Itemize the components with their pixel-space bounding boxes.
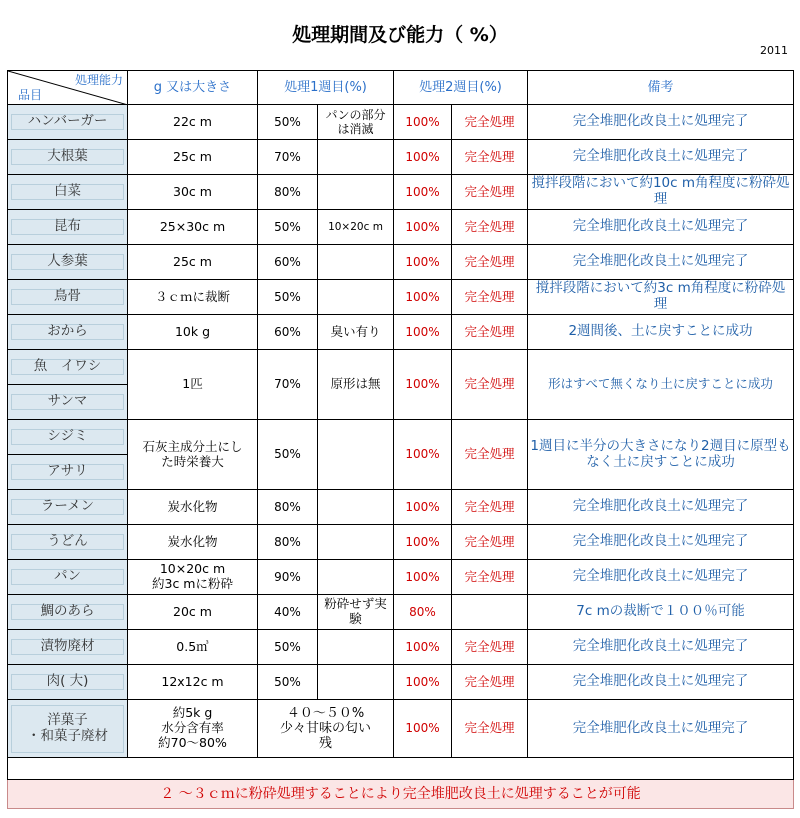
size-cell: 10k g — [128, 315, 258, 350]
table-row — [8, 700, 794, 758]
item-cell: 大根葉 — [11, 149, 124, 165]
week2-value: 100% — [394, 280, 452, 315]
notes-cell: 完全堆肥化改良土に処理完了 — [528, 140, 794, 175]
week1-value: 60% — [258, 245, 318, 280]
table-row — [8, 210, 794, 245]
header-notes: 備考 — [528, 71, 794, 105]
week2-note: 完全処理 — [452, 245, 528, 280]
size-line: 水分含有率 — [161, 720, 224, 736]
table-row — [8, 630, 794, 665]
header-week1: 処理1週目(%) — [258, 71, 394, 105]
week1-note — [318, 665, 394, 700]
week2-value: 100% — [394, 560, 452, 595]
notes-cell: 完全堆肥化改良土に処理完了 — [528, 525, 794, 560]
week2-note: 完全処理 — [452, 140, 528, 175]
size-cell: 30c m — [128, 175, 258, 210]
item-cell: 昆布 — [11, 219, 124, 235]
table-row — [8, 665, 794, 700]
header-capacity-label: 処理能力 — [74, 73, 123, 87]
week2-note: 完全処理 — [452, 350, 528, 420]
size-cell: 22c m — [128, 105, 258, 140]
week2-note — [452, 595, 528, 630]
size-line: 10×20c m — [159, 561, 226, 577]
week1-value: 50% — [258, 210, 318, 245]
week2-value: 80% — [394, 595, 452, 630]
week1-value: 80% — [258, 175, 318, 210]
item-cell: 魚 イワシ — [11, 359, 124, 375]
week1-note — [318, 560, 394, 595]
size-cell: 25c m — [128, 245, 258, 280]
week1-value: 40% — [258, 595, 318, 630]
week2-note: 完全処理 — [452, 560, 528, 595]
week1-note — [318, 630, 394, 665]
week1-value: 50% — [258, 630, 318, 665]
notes-cell: 完全堆肥化改良土に処理完了 — [528, 245, 794, 280]
size-cell: 炭水化物 — [128, 490, 258, 525]
week2-value: 100% — [394, 490, 452, 525]
week2-note: 完全処理 — [452, 700, 528, 758]
week1-value: 50% — [258, 105, 318, 140]
item-cell — [11, 705, 124, 753]
week2-value: 100% — [394, 245, 452, 280]
size-cell: ３ｃｍに裁断 — [128, 280, 258, 315]
year-label: 2011 — [760, 44, 788, 57]
week2-value: 100% — [394, 350, 452, 420]
size-cell: 1匹 — [128, 350, 258, 420]
item-cell: 鳥骨 — [11, 289, 124, 305]
notes-cell: 完全堆肥化改良土に処理完了 — [528, 630, 794, 665]
size-cell: 炭水化物 — [128, 525, 258, 560]
size-cell: 0.5㎥ — [128, 630, 258, 665]
size-cell: 25×30c m — [128, 210, 258, 245]
size-cell: 20c m — [128, 595, 258, 630]
notes-cell: 撹拌段階において約3c m角程度に粉砕処理 — [528, 280, 794, 315]
week2-value: 100% — [394, 210, 452, 245]
table-row — [8, 280, 794, 315]
week1-note: 粉砕せず実験 — [318, 595, 394, 630]
week2-note: 完全処理 — [452, 315, 528, 350]
notes-cell: 完全堆肥化改良土に処理完了 — [528, 210, 794, 245]
week2-value: 100% — [394, 315, 452, 350]
week1-note — [318, 175, 394, 210]
size-line: 約70～80% — [158, 734, 227, 750]
week1-value: 50% — [258, 665, 318, 700]
table-row — [8, 490, 794, 525]
week1-note — [318, 490, 394, 525]
item-cell: 漬物廃材 — [11, 639, 124, 655]
week2-note: 完全処理 — [452, 280, 528, 315]
notes-cell: 完全堆肥化改良土に処理完了 — [528, 665, 794, 700]
week2-value: 100% — [394, 525, 452, 560]
week1-note: 原形は無 — [318, 350, 394, 420]
footer-note: ２ ～３ｃｍに粉砕処理することにより完全堆肥改良土に処理することが可能 — [8, 780, 794, 809]
notes-cell: 完全堆肥化改良土に処理完了 — [528, 700, 794, 758]
week1-value: 90% — [258, 560, 318, 595]
week2-value: 100% — [394, 175, 452, 210]
week1-note — [318, 525, 394, 560]
item-cell: パン — [11, 569, 124, 585]
notes-cell: 2週間後、土に戻すことに成功 — [528, 315, 794, 350]
table-row — [8, 595, 794, 630]
table-row — [8, 525, 794, 560]
table-row — [8, 420, 794, 455]
week1-note: ４０～５０%少々甘味の匂い残 — [258, 700, 394, 758]
item-cell: アサリ — [11, 464, 124, 480]
table-row — [8, 315, 794, 350]
header-item-label: 品目 — [18, 87, 43, 102]
size-cell — [128, 560, 258, 595]
week1-note — [318, 245, 394, 280]
notes-cell: 完全堆肥化改良土に処理完了 — [528, 490, 794, 525]
blank-row — [8, 758, 794, 780]
item-line: 洋菓子 — [47, 711, 88, 728]
item-cell: ラーメン — [11, 499, 124, 515]
week1-note — [318, 420, 394, 490]
size-line: 約5k g — [172, 705, 213, 721]
week2-note: 完全処理 — [452, 525, 528, 560]
table-row — [8, 105, 794, 140]
week1-value: 60% — [258, 315, 318, 350]
week2-value: 100% — [394, 105, 452, 140]
item-cell: 肉( 大) — [11, 674, 124, 690]
size-cell — [128, 700, 258, 758]
week1-note — [318, 280, 394, 315]
week1-note: 10×20c m — [318, 210, 394, 245]
item-line: ・和菓子廃材 — [27, 727, 108, 744]
size-cell: 石灰主成分土にした時栄養大 — [128, 420, 258, 490]
week1-note: パンの部分は消滅 — [318, 105, 394, 140]
week2-note: 完全処理 — [452, 665, 528, 700]
week1-note — [318, 140, 394, 175]
week2-value: 100% — [394, 420, 452, 490]
item-cell: 人参葉 — [11, 254, 124, 270]
item-cell: うどん — [11, 534, 124, 550]
table-row — [8, 245, 794, 280]
week2-note: 完全処理 — [452, 105, 528, 140]
item-cell: シジミ — [11, 429, 124, 445]
week1-value: 50% — [258, 420, 318, 490]
item-cell: おから — [11, 324, 124, 340]
week2-note: 完全処理 — [452, 630, 528, 665]
table-row — [8, 175, 794, 210]
page-title: 処理期間及び能力（ %） — [292, 24, 508, 46]
notes-cell: 1週目に半分の大きさになり2週目に原型もなく土に戻すことに成功 — [528, 420, 794, 490]
table-row — [8, 140, 794, 175]
footer-row — [8, 780, 794, 809]
size-cell: 25c m — [128, 140, 258, 175]
item-cell: サンマ — [11, 394, 124, 410]
size-line: 約3c mに粉砕 — [152, 576, 233, 591]
item-cell: 白菜 — [11, 184, 124, 200]
header-size: g 又は大きさ — [128, 71, 258, 105]
week2-value: 100% — [394, 140, 452, 175]
table-row — [8, 560, 794, 595]
week2-note: 完全処理 — [452, 210, 528, 245]
notes-cell: 7c mの裁断で１００％可能 — [528, 595, 794, 630]
header-week2: 処理2週目(%) — [394, 71, 528, 105]
week2-note: 完全処理 — [452, 420, 528, 490]
week1-value: 70% — [258, 350, 318, 420]
notes-cell: 形はすべて無くなり土に戻すことに成功 — [528, 350, 794, 420]
table-row — [8, 350, 794, 385]
header-row — [8, 71, 794, 105]
week2-note: 完全処理 — [452, 490, 528, 525]
week1-value: 50% — [258, 280, 318, 315]
capacity-table-wrapper — [7, 70, 793, 809]
capacity-table — [7, 70, 794, 809]
item-cell: ハンバーガー — [11, 114, 124, 130]
header-diagonal-cell — [8, 71, 128, 105]
week2-note: 完全処理 — [452, 175, 528, 210]
week1-note: 臭い有り — [318, 315, 394, 350]
week1-value: 80% — [258, 525, 318, 560]
notes-cell: 撹拌段階において約10c m角程度に粉砕処理 — [528, 175, 794, 210]
size-cell: 12x12c m — [128, 665, 258, 700]
week2-value: 100% — [394, 630, 452, 665]
item-cell: 鯛のあら — [11, 604, 124, 620]
week1-value: 70% — [258, 140, 318, 175]
week2-value: 100% — [394, 665, 452, 700]
week2-value: 100% — [394, 700, 452, 758]
notes-cell: 完全堆肥化改良土に処理完了 — [528, 560, 794, 595]
notes-cell: 完全堆肥化改良土に処理完了 — [528, 105, 794, 140]
week1-value: 80% — [258, 490, 318, 525]
